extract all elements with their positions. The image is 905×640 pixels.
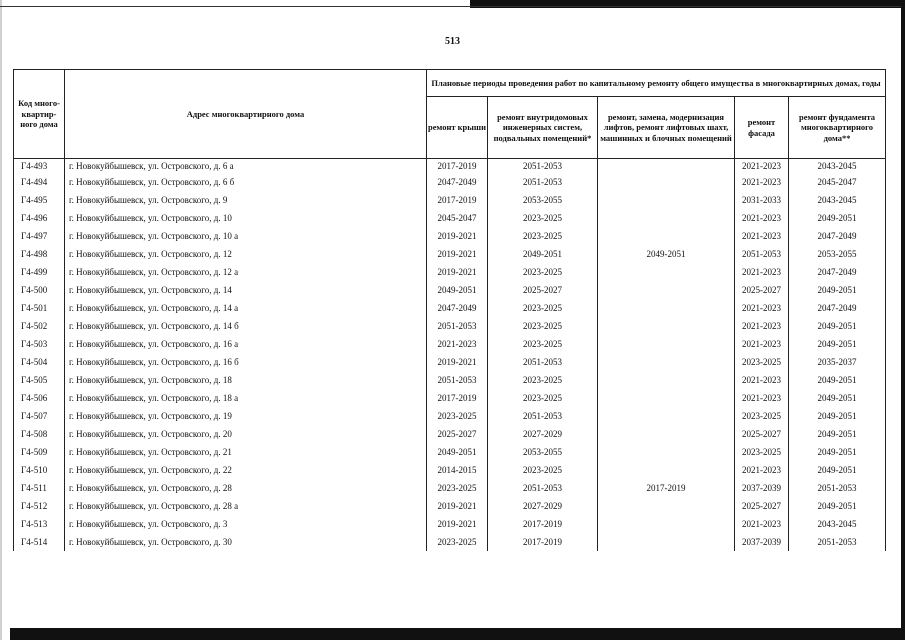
header-lifts: ремонт, замена, модернизация лифтов, ремонт лифтовых шахт, машинных и блочных помещений xyxy=(598,97,735,159)
cell-code: Г4-503 xyxy=(14,335,65,353)
scan-edge-top-line xyxy=(0,6,905,7)
cell-roof: 2023-2025 xyxy=(427,533,488,551)
cell-roof: 2019-2021 xyxy=(427,353,488,371)
cell-facade: 2021-2023 xyxy=(735,461,789,479)
cell-code: Г4-504 xyxy=(14,353,65,371)
cell-facade: 2037-2039 xyxy=(735,533,789,551)
cell-lifts xyxy=(598,371,735,389)
cell-systems: 2023-2025 xyxy=(488,263,598,281)
cell-facade: 2031-2033 xyxy=(735,191,789,209)
cell-facade: 2021-2023 xyxy=(735,173,789,191)
cell-foundation: 2043-2045 xyxy=(789,515,886,533)
table-row xyxy=(14,209,886,227)
cell-address: г. Новокуйбышевск, ул. Островского, д. 19 xyxy=(65,407,427,425)
cell-roof: 2051-2053 xyxy=(427,317,488,335)
cell-foundation: 2051-2053 xyxy=(789,533,886,551)
cell-address: г. Новокуйбышевск, ул. Островского, д. 10 а xyxy=(65,227,427,245)
cell-code: Г4-496 xyxy=(14,209,65,227)
cell-address: г. Новокуйбышевск, ул. Островского, д. 14 а xyxy=(65,299,427,317)
cell-facade: 2021-2023 xyxy=(735,335,789,353)
cell-systems: 2023-2025 xyxy=(488,227,598,245)
table-row xyxy=(14,191,886,209)
table-row xyxy=(14,281,886,299)
cell-code: Г4-510 xyxy=(14,461,65,479)
cell-lifts xyxy=(598,515,735,533)
header-roof: ремонт крыши xyxy=(427,97,488,159)
table-row xyxy=(14,159,886,174)
cell-systems: 2051-2053 xyxy=(488,159,598,174)
cell-roof: 2023-2025 xyxy=(427,407,488,425)
table-row xyxy=(14,461,886,479)
table-row xyxy=(14,407,886,425)
cell-foundation: 2049-2051 xyxy=(789,443,886,461)
cell-code: Г4-499 xyxy=(14,263,65,281)
cell-facade: 2021-2023 xyxy=(735,389,789,407)
cell-code: Г4-493 xyxy=(14,159,65,174)
cell-foundation: 2047-2049 xyxy=(789,299,886,317)
cell-address: г. Новокуйбышевск, ул. Островского, д. 28 а xyxy=(65,497,427,515)
cell-roof: 2047-2049 xyxy=(427,299,488,317)
cell-systems: 2023-2025 xyxy=(488,371,598,389)
cell-lifts xyxy=(598,173,735,191)
cell-systems: 2051-2053 xyxy=(488,407,598,425)
cell-systems: 2025-2027 xyxy=(488,281,598,299)
cell-address: г. Новокуйбышевск, ул. Островского, д. 16 б xyxy=(65,353,427,371)
cell-foundation: 2049-2051 xyxy=(789,425,886,443)
cell-address: г. Новокуйбышевск, ул. Островского, д. 14 б xyxy=(65,317,427,335)
cell-code: Г4-500 xyxy=(14,281,65,299)
table-body xyxy=(14,159,886,552)
cell-foundation: 2049-2051 xyxy=(789,371,886,389)
cell-code: Г4-511 xyxy=(14,479,65,497)
table-row xyxy=(14,479,886,497)
repair-schedule-table xyxy=(13,69,886,551)
header-periods: Плановые периоды проведения работ по капитальному ремонту общего имущества в многоквартирных домах, годы xyxy=(427,70,886,97)
cell-facade: 2021-2023 xyxy=(735,371,789,389)
cell-systems: 2023-2025 xyxy=(488,389,598,407)
cell-address: г. Новокуйбышевск, ул. Островского, д. 18 xyxy=(65,371,427,389)
cell-roof: 2021-2023 xyxy=(427,335,488,353)
cell-roof: 2019-2021 xyxy=(427,227,488,245)
cell-address: г. Новокуйбышевск, ул. Островского, д. 12 xyxy=(65,245,427,263)
cell-roof: 2023-2025 xyxy=(427,479,488,497)
cell-lifts xyxy=(598,461,735,479)
cell-address: г. Новокуйбышевск, ул. Островского, д. 20 xyxy=(65,425,427,443)
cell-foundation: 2049-2051 xyxy=(789,281,886,299)
cell-facade: 2021-2023 xyxy=(735,209,789,227)
cell-code: Г4-494 xyxy=(14,173,65,191)
cell-systems: 2017-2019 xyxy=(488,515,598,533)
cell-lifts: 2017-2019 xyxy=(598,479,735,497)
cell-lifts xyxy=(598,299,735,317)
cell-systems: 2053-2055 xyxy=(488,191,598,209)
table-row xyxy=(14,389,886,407)
cell-lifts xyxy=(598,443,735,461)
cell-lifts xyxy=(598,227,735,245)
cell-address: г. Новокуйбышевск, ул. Островского, д. 28 xyxy=(65,479,427,497)
cell-lifts xyxy=(598,335,735,353)
cell-code: Г4-509 xyxy=(14,443,65,461)
cell-roof: 2049-2051 xyxy=(427,443,488,461)
cell-code: Г4-507 xyxy=(14,407,65,425)
header-foundation: ремонт фундамента многоквартирного дома** xyxy=(789,97,886,159)
scan-edge-right xyxy=(901,0,905,640)
cell-facade: 2025-2027 xyxy=(735,281,789,299)
cell-foundation: 2035-2037 xyxy=(789,353,886,371)
cell-address: г. Новокуйбышевск, ул. Островского, д. 30 xyxy=(65,533,427,551)
table-row xyxy=(14,533,886,551)
cell-systems: 2051-2053 xyxy=(488,479,598,497)
cell-address: г. Новокуйбышевск, ул. Островского, д. 12 а xyxy=(65,263,427,281)
cell-roof: 2017-2019 xyxy=(427,191,488,209)
table-row xyxy=(14,515,886,533)
cell-roof: 2019-2021 xyxy=(427,497,488,515)
cell-lifts xyxy=(598,353,735,371)
cell-lifts xyxy=(598,407,735,425)
cell-roof: 2019-2021 xyxy=(427,515,488,533)
cell-code: Г4-502 xyxy=(14,317,65,335)
cell-facade: 2021-2023 xyxy=(735,159,789,174)
cell-facade: 2037-2039 xyxy=(735,479,789,497)
cell-systems: 2053-2055 xyxy=(488,443,598,461)
cell-roof: 2049-2051 xyxy=(427,281,488,299)
cell-foundation: 2051-2053 xyxy=(789,479,886,497)
table-row xyxy=(14,317,886,335)
table-row xyxy=(14,425,886,443)
cell-address: г. Новокуйбышевск, ул. Островского, д. 10 xyxy=(65,209,427,227)
table-header xyxy=(14,70,886,159)
cell-address: г. Новокуйбышевск, ул. Островского, д. 14 xyxy=(65,281,427,299)
cell-code: Г4-498 xyxy=(14,245,65,263)
cell-systems: 2051-2053 xyxy=(488,353,598,371)
cell-address: г. Новокуйбышевск, ул. Островского, д. 6 б xyxy=(65,173,427,191)
table-row xyxy=(14,443,886,461)
cell-foundation: 2049-2051 xyxy=(789,407,886,425)
cell-roof: 2017-2019 xyxy=(427,389,488,407)
table-row xyxy=(14,335,886,353)
header-facade: ремонт фасада xyxy=(735,97,789,159)
cell-facade: 2023-2025 xyxy=(735,353,789,371)
cell-address: г. Новокуйбышевск, ул. Островского, д. 22 xyxy=(65,461,427,479)
cell-systems: 2051-2053 xyxy=(488,173,598,191)
cell-lifts xyxy=(598,209,735,227)
scan-edge-bottom xyxy=(10,628,905,640)
cell-code: Г4-505 xyxy=(14,371,65,389)
cell-address: г. Новокуйбышевск, ул. Островского, д. 18 а xyxy=(65,389,427,407)
table-row xyxy=(14,173,886,191)
cell-facade: 2021-2023 xyxy=(735,299,789,317)
cell-foundation: 2043-2045 xyxy=(789,191,886,209)
cell-foundation: 2049-2051 xyxy=(789,317,886,335)
cell-address: г. Новокуйбышевск, ул. Островского, д. 6 а xyxy=(65,159,427,174)
page-number: 513 xyxy=(445,36,460,47)
cell-foundation: 2049-2051 xyxy=(789,497,886,515)
cell-lifts xyxy=(598,159,735,174)
cell-lifts xyxy=(598,317,735,335)
cell-lifts xyxy=(598,191,735,209)
cell-foundation: 2043-2045 xyxy=(789,159,886,174)
cell-facade: 2023-2025 xyxy=(735,443,789,461)
cell-code: Г4-501 xyxy=(14,299,65,317)
table-row xyxy=(14,263,886,281)
cell-systems: 2023-2025 xyxy=(488,461,598,479)
cell-roof: 2019-2021 xyxy=(427,245,488,263)
cell-lifts xyxy=(598,389,735,407)
cell-lifts xyxy=(598,497,735,515)
cell-systems: 2027-2029 xyxy=(488,497,598,515)
cell-roof: 2017-2019 xyxy=(427,159,488,174)
cell-lifts xyxy=(598,281,735,299)
table-row xyxy=(14,371,886,389)
cell-facade: 2025-2027 xyxy=(735,497,789,515)
cell-code: Г4-514 xyxy=(14,533,65,551)
cell-facade: 2021-2023 xyxy=(735,515,789,533)
cell-foundation: 2053-2055 xyxy=(789,245,886,263)
header-code: Код много-квартир-ного дома xyxy=(14,70,65,159)
cell-lifts xyxy=(598,263,735,281)
cell-roof: 2051-2053 xyxy=(427,371,488,389)
cell-code: Г4-506 xyxy=(14,389,65,407)
cell-address: г. Новокуйбышевск, ул. Островского, д. 16 а xyxy=(65,335,427,353)
cell-address: г. Новокуйбышевск, ул. Островского, д. 9 xyxy=(65,191,427,209)
header-address: Адрес многоквартирного дома xyxy=(65,70,427,159)
cell-code: Г4-513 xyxy=(14,515,65,533)
table-row xyxy=(14,497,886,515)
cell-systems: 2023-2025 xyxy=(488,317,598,335)
cell-roof: 2025-2027 xyxy=(427,425,488,443)
cell-facade: 2025-2027 xyxy=(735,425,789,443)
cell-foundation: 2045-2047 xyxy=(789,173,886,191)
cell-code: Г4-512 xyxy=(14,497,65,515)
cell-foundation: 2049-2051 xyxy=(789,335,886,353)
cell-systems: 2023-2025 xyxy=(488,209,598,227)
cell-roof: 2014-2015 xyxy=(427,461,488,479)
cell-address: г. Новокуйбышевск, ул. Островского, д. 21 xyxy=(65,443,427,461)
table-row xyxy=(14,299,886,317)
cell-facade: 2023-2025 xyxy=(735,407,789,425)
cell-code: Г4-508 xyxy=(14,425,65,443)
cell-systems: 2049-2051 xyxy=(488,245,598,263)
cell-lifts xyxy=(598,533,735,551)
cell-roof: 2019-2021 xyxy=(427,263,488,281)
cell-facade: 2021-2023 xyxy=(735,227,789,245)
cell-systems: 2023-2025 xyxy=(488,335,598,353)
table-row xyxy=(14,245,886,263)
cell-code: Г4-497 xyxy=(14,227,65,245)
cell-code: Г4-495 xyxy=(14,191,65,209)
scan-edge-left xyxy=(0,0,2,640)
cell-foundation: 2047-2049 xyxy=(789,227,886,245)
cell-foundation: 2049-2051 xyxy=(789,209,886,227)
cell-facade: 2021-2023 xyxy=(735,317,789,335)
cell-systems: 2027-2029 xyxy=(488,425,598,443)
table-row xyxy=(14,227,886,245)
cell-lifts xyxy=(598,425,735,443)
cell-foundation: 2049-2051 xyxy=(789,461,886,479)
cell-roof: 2045-2047 xyxy=(427,209,488,227)
cell-systems: 2023-2025 xyxy=(488,299,598,317)
cell-foundation: 2049-2051 xyxy=(789,389,886,407)
cell-facade: 2051-2053 xyxy=(735,245,789,263)
cell-facade: 2021-2023 xyxy=(735,263,789,281)
cell-lifts: 2049-2051 xyxy=(598,245,735,263)
header-systems: ремонт внутридомовых инженерных систем, подвальных помещений* xyxy=(488,97,598,159)
cell-foundation: 2047-2049 xyxy=(789,263,886,281)
cell-roof: 2047-2049 xyxy=(427,173,488,191)
cell-systems: 2017-2019 xyxy=(488,533,598,551)
cell-address: г. Новокуйбышевск, ул. Островского, д. 3 xyxy=(65,515,427,533)
table-row xyxy=(14,353,886,371)
